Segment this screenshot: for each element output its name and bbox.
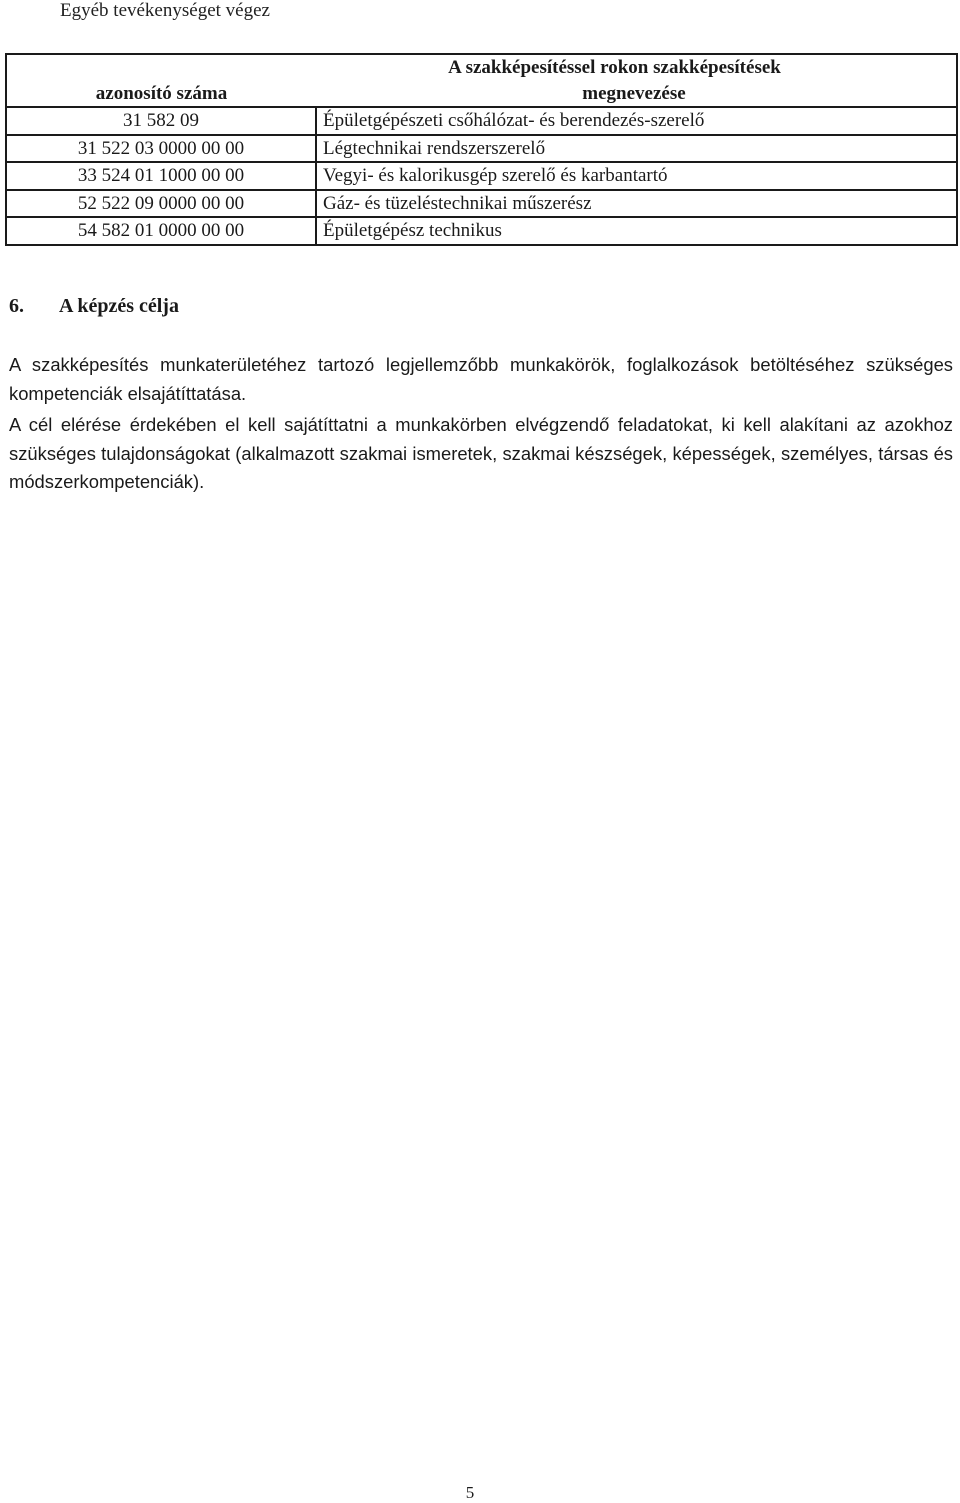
table-row — [6, 107, 957, 135]
table-title-row — [6, 54, 957, 81]
column-header-code: azonosító száma — [6, 81, 316, 108]
qualification-code: 54 582 01 0000 00 00 — [6, 217, 316, 245]
top-line-text: Egyéb tevékenységet végez — [60, 0, 270, 21]
section-number: 6. — [9, 295, 24, 317]
column-header-name: megnevezése — [316, 81, 957, 108]
table-row — [6, 135, 957, 163]
qualification-code: 52 522 09 0000 00 00 — [6, 190, 316, 218]
section-heading — [9, 293, 179, 319]
qualification-name: Légtechnikai rendszerszerelő — [316, 135, 957, 163]
table-row — [6, 190, 957, 218]
table-row — [6, 162, 957, 190]
qualification-name: Épületgépész technikus — [316, 217, 957, 245]
qualification-name: Épületgépészeti csőhálózat- és berendezés-szerelő — [316, 107, 957, 135]
paragraph: A szakképesítés munkaterületéhez tartozó legjellemzőbb munkakörök, foglalkozások betöltéséhez szükséges kompetenciák elsajátíttatása. — [9, 354, 953, 404]
section-title: A képzés célja — [59, 295, 179, 317]
table-header-row — [6, 81, 957, 108]
paragraph: A cél elérése érdekében el kell sajátíttatni a munkakörben elvégzendő feladatokat, ki kell alakítani az azokhoz szükséges tulajdonságokat (alkalmazott szakmai ismeretek, szakmai készségek, képességek, személyes, társas és módszerkompetenciák). — [9, 414, 953, 492]
page-number: 5 — [465, 1483, 475, 1502]
table-title: A szakképesítéssel rokon szakképesítések — [6, 54, 957, 81]
qualification-code: 31 582 09 — [6, 107, 316, 135]
qualification-code: 33 524 01 1000 00 00 — [6, 162, 316, 190]
qualification-name: Gáz- és tüzeléstechnikai műszerész — [316, 190, 957, 218]
qualification-code: 31 522 03 0000 00 00 — [6, 135, 316, 163]
table-row — [6, 217, 957, 245]
qualification-name: Vegyi- és kalorikusgép szerelő és karbantartó — [316, 162, 957, 190]
related-qualifications-table — [5, 53, 958, 246]
